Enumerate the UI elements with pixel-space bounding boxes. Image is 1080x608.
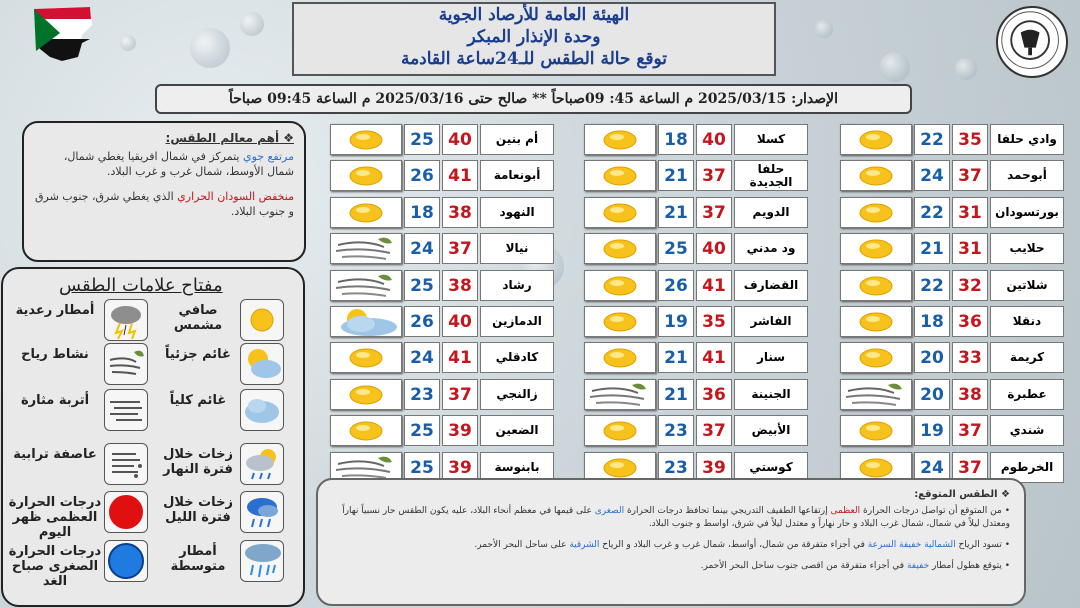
min-temp: 20 [914,342,950,373]
city-name: أبوحمد [990,160,1064,191]
min-temp: 20 [914,379,950,410]
min-temp: 23 [658,415,694,446]
issue-validity-bar: الإصدار: 2025/03/15 م الساعة 45: 09صباحاً ** صالح حتى 2025/03/16 م الساعة 09:45 صباحاً [155,84,912,114]
wind-icon [104,343,148,385]
fc-text: على ساحل البحر الأحمر. [474,540,570,550]
min-temp: 22 [914,270,950,301]
forecast-panel-title-text: الطقس المتوقع: [914,489,998,500]
feature-low-pressure [34,189,294,219]
min-temp: 19 [914,415,950,446]
city-name: كادقلي [480,342,554,373]
sun-icon [240,299,284,341]
max-temp: 32 [952,270,988,301]
sun-icon [330,160,402,191]
dust-icon [104,389,148,431]
city-name: الدمازين [480,306,554,337]
fc-highlight: الصغرى [594,506,625,516]
forecast-title: توقع حالة الطقس للـ24ساعة القادمة [400,49,668,69]
key-label: درجات الحرارة الصغرى صباح الغد [8,544,102,589]
thunderstorm-icon [104,299,148,341]
key-label: غائم جزئياً [165,347,231,362]
sun-icon [330,197,402,228]
fc-text: من المتوقع أن تواصل درجات الحرارة [860,506,1002,516]
fc-text: يتوقع هطول أمطار [929,561,1002,571]
weather-features-panel [22,121,306,262]
wind-icon [840,379,912,410]
features-title-text: أهم معالم الطقس: [165,131,280,145]
sudan-map-flag-icon [32,5,94,63]
city-name: أبونعامة [480,160,554,191]
sun-icon [584,233,656,264]
min-temp: 21 [658,197,694,228]
day-showers-icon [240,443,284,485]
min-temp: 23 [404,379,440,410]
sun-icon [840,342,912,373]
droplet [190,28,230,68]
city-name: الأبيض [734,415,808,446]
max-temp: 38 [442,197,478,228]
city-name: القضارف [734,270,808,301]
sun-icon [840,124,912,155]
key-label: نشاط رياح [21,347,89,362]
max-temp: 36 [952,306,988,337]
max-temp: 40 [696,124,732,155]
city-name: حلايب [990,233,1064,264]
fc-text: على قيمها في معظم أنحاء البلاد، عليه يكون الطقس حار نسبياً نهاراً ومعتدل ليلاً في شمال، شمال غرب البلاد و حار نهاراً و معتدل ليلاً في شرق، اواسط و جنوب البلاد. [342,506,1010,529]
city-name: الجنينة [734,379,808,410]
fc-text: إرتفاعها الطفيف التدريجي بينما تحافظ درجات الحرارة [624,506,831,516]
max-temp: 35 [696,306,732,337]
fc-highlight: الشمالية خفيفة السرعة [867,540,956,550]
max-temp: 35 [952,124,988,155]
droplet [815,20,833,38]
max-temp: 40 [442,124,478,155]
city-name: وادي حلفا [990,124,1064,155]
max-temp: 39 [442,452,478,483]
forecast-paragraph-wind: • تسود الرياح الشمالية خفيفة السرعة في أجزاء متفرقة من شمال، أواسط، شمال غرب و غرب البلاد و الرياح الشرقية على ساحل البحر الأحمر. [474,540,1010,550]
min-temp: 21 [658,379,694,410]
city-name: الضعين [480,415,554,446]
min-temp: 18 [914,306,950,337]
max-temp: 40 [442,306,478,337]
sun-icon [840,197,912,228]
sun-icon [584,415,656,446]
max-temp: 37 [952,160,988,191]
max-temp: 39 [442,415,478,446]
meteorology-logo [996,6,1068,78]
city-name: حلفا الجديدة [734,160,808,191]
fc-text: تسود الرياح [955,540,1002,550]
min-temp: 19 [658,306,694,337]
sun-icon [584,270,656,301]
key-title: مفتاح علامات الطقس [59,275,223,296]
min-temp: 22 [914,197,950,228]
header-title-box [292,2,776,76]
max-temp: 37 [442,233,478,264]
feature-highlight: مرتفع جوي [242,150,294,163]
city-name: شندي [990,415,1064,446]
max-temp: 40 [696,233,732,264]
feature-text: الذي يغطي شرق، جنوب شرق و جنوب البلاد. [34,190,294,218]
max-temp: 41 [442,342,478,373]
city-name: دنقلا [990,306,1064,337]
city-name: الدويم [734,197,808,228]
partly-cloudy-icon [330,306,402,337]
max-temp: 33 [952,342,988,373]
max-temp: 37 [952,415,988,446]
fc-highlight: الشرقية [569,540,600,550]
wind-icon [584,379,656,410]
max-temp: 38 [952,379,988,410]
min-temp: 25 [404,415,440,446]
min-temp: 25 [404,124,440,155]
key-label: زخات خلال فترة النهار [163,447,233,477]
city-name: ود مدني [734,233,808,264]
min-temp: 25 [658,233,694,264]
city-name: رشاد [480,270,554,301]
key-label: زخات خلال فترة الليل [163,495,233,525]
city-name: بابنوسة [480,452,554,483]
unit-name: وحدة الإنذار المبكر [467,27,601,47]
min-temp: 24 [404,342,440,373]
key-label: أمطار متوسطة [170,544,226,574]
min-temp: 26 [404,160,440,191]
sun-icon [584,306,656,337]
sun-icon [584,160,656,191]
city-name: نيالا [480,233,554,264]
min-temp: 24 [404,233,440,264]
max-temp: 39 [696,452,732,483]
city-name: كوستي [734,452,808,483]
city-name: كسلا [734,124,808,155]
max-temp: 37 [696,415,732,446]
max-temp: 37 [696,160,732,191]
city-name: سنار [734,342,808,373]
sun-icon [840,270,912,301]
max-temp: 41 [696,270,732,301]
feature-highlight: منخفض السودان الحراري [177,190,294,203]
max-temp: 36 [696,379,732,410]
city-name: شلاتين [990,270,1064,301]
sun-icon [840,233,912,264]
min-temp-icon [104,540,148,582]
key-label: غائم كلياً [169,393,227,408]
max-temp: 41 [696,342,732,373]
city-name: بورتسودان [990,197,1064,228]
sun-icon [840,415,912,446]
feature-high-pressure [34,149,294,179]
min-temp: 18 [658,124,694,155]
key-label: عاصفة ترابية [13,447,97,462]
min-temp: 21 [658,342,694,373]
key-label: أمطار رعدية [15,303,95,318]
min-temp: 21 [658,160,694,191]
feature-text: يتمركز في شمال افريقيا يغطي شمال، شمال الأوسط، شمال غرب و غرب البلاد. [63,150,294,178]
org-name: الهيئة العامة للأرصاد الجوية [438,5,630,25]
partly-cloudy-icon [240,343,284,385]
min-temp: 21 [914,233,950,264]
sun-icon [840,306,912,337]
min-temp: 18 [404,197,440,228]
min-temp: 24 [914,452,950,483]
wind-icon [330,233,402,264]
fc-highlight: العظمى [830,506,861,516]
city-name: زالنجي [480,379,554,410]
sun-icon [330,342,402,373]
min-temp: 26 [658,270,694,301]
droplet [880,52,910,82]
max-temp: 37 [442,379,478,410]
max-temp: 37 [696,197,732,228]
max-temp: 31 [952,197,988,228]
droplet [240,12,264,36]
expected-weather-panel [316,478,1026,606]
forecast-paragraph-temperature: • من المتوقع أن تواصل درجات الحرارة العظمى إرتفاعها الطفيف التدريجي بينما تحافظ درجات الحرارة الصغرى على قيمها في معظم أنحاء البلاد، عليه يكون الطقس حار نسبياً نهاراً ومعتدل ليلاً في شمال، شمال غرب البلاد و حار نهاراً و معتدل ليلاً في شرق، اواسط و جنوب البلاد. [342,506,1010,529]
fc-highlight: خفيفة [906,561,930,571]
sun-icon [330,124,402,155]
wind-icon [330,270,402,301]
fc-text: في أجزاء متفرقة من شمال، أواسط، شمال غرب و غرب البلاد و الرياح [599,540,868,550]
city-name: عطبرة [990,379,1064,410]
key-label: درجات الحرارة العظمى ظهر اليوم [8,495,102,540]
key-label: صافي مشمس [173,303,223,333]
sun-icon [584,124,656,155]
min-temp: 26 [404,306,440,337]
city-name: الفاشر [734,306,808,337]
sun-icon [330,379,402,410]
min-temp: 25 [404,270,440,301]
sun-icon [330,415,402,446]
dust-storm-icon [104,443,148,485]
cloudy-icon [240,389,284,431]
city-name: الخرطوم [990,452,1064,483]
city-name: النهود [480,197,554,228]
min-temp: 23 [658,452,694,483]
sun-icon [584,197,656,228]
max-temp: 38 [442,270,478,301]
moderate-rain-icon [240,540,284,582]
features-title: ❖ أهم معالم الطقس: [165,131,294,145]
min-temp: 22 [914,124,950,155]
fc-text: في أجزاء متفرقة من اقصى جنوب ساحل البحر الأحمر. [700,561,907,571]
droplet [120,35,136,51]
min-temp: 24 [914,160,950,191]
min-temp: 25 [404,452,440,483]
forecast-paragraph-rain: • يتوقع هطول أمطار خفيفة في أجزاء متفرقة من اقصى جنوب ساحل البحر الأحمر. [700,561,1010,571]
key-label: أتربة مثارة [20,393,90,408]
city-name: كريمة [990,342,1064,373]
max-temp-icon [104,491,148,533]
sun-icon [584,342,656,373]
city-name: أم بنين [480,124,554,155]
max-temp: 31 [952,233,988,264]
max-temp: 41 [442,160,478,191]
forecast-panel-title: ❖ الطقس المتوقع: [914,489,1010,500]
sun-icon [840,160,912,191]
night-showers-icon [240,491,284,533]
droplet [955,58,977,80]
max-temp: 37 [952,452,988,483]
